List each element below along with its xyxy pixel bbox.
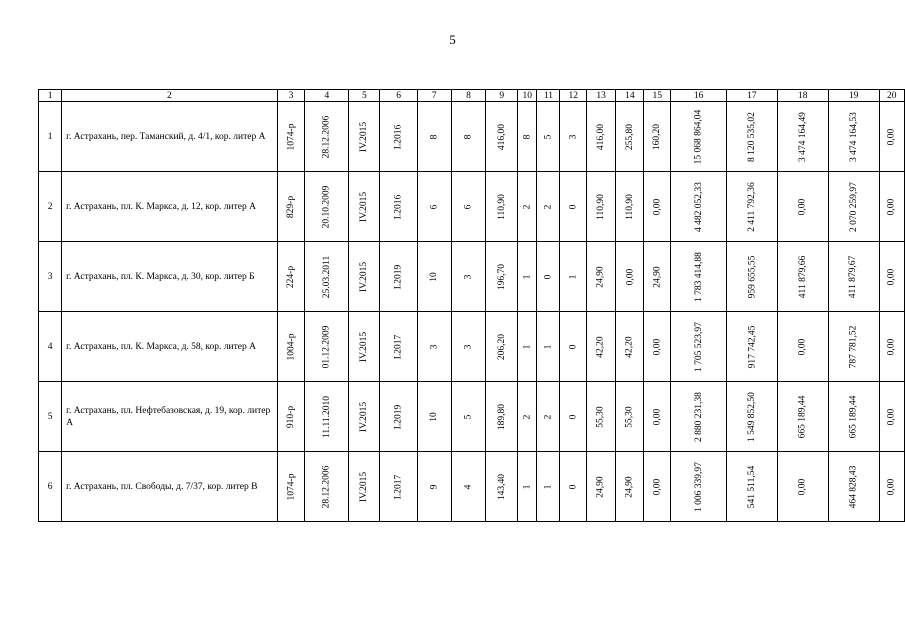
cell-value: 0,00 (652, 478, 663, 495)
table-cell (417, 452, 451, 522)
cell-value: 9 (429, 484, 440, 489)
table-cell (518, 242, 537, 312)
cell-value: 0,00 (886, 128, 897, 145)
table-cell (560, 452, 586, 522)
cell-value: I.2019 (393, 404, 404, 429)
table-cell (644, 102, 671, 172)
table-cell (380, 312, 417, 382)
column-number-header: 10 (518, 90, 537, 102)
table-cell (451, 242, 486, 312)
column-number-header: 11 (537, 90, 560, 102)
table-cell (671, 242, 727, 312)
address-cell: г. Астрахань, пл. К. Маркса, д. 30, кор. литер Б (62, 242, 277, 312)
table-cell (671, 312, 727, 382)
table-cell (586, 172, 615, 242)
table-cell (537, 172, 560, 242)
cell-value: 1 (568, 274, 579, 279)
cell-value: 6 (463, 204, 474, 209)
cell-value: 1 (543, 484, 554, 489)
cell-value: 5 (543, 134, 554, 139)
cell-value: 829-р (286, 195, 297, 218)
table-cell (277, 172, 305, 242)
cell-value: 2 (543, 414, 554, 419)
cell-value: 2 (522, 414, 533, 419)
table-cell (349, 382, 380, 452)
cell-value: 2 (522, 204, 533, 209)
column-number-header: 12 (560, 90, 586, 102)
table-cell (616, 102, 644, 172)
table-cell (879, 452, 904, 522)
table-cell (486, 312, 518, 382)
table-cell (828, 452, 879, 522)
cell-value: 24,90 (596, 265, 607, 288)
cell-value: 411 879,67 (848, 255, 859, 298)
table-cell (417, 172, 451, 242)
cell-value: 0 (568, 414, 579, 419)
table-cell (451, 452, 486, 522)
table-cell (417, 242, 451, 312)
cell-value: 910-р (286, 405, 297, 428)
cell-value: 206,20 (496, 333, 507, 360)
cell-value: 541 511,54 (746, 465, 757, 508)
table-cell (879, 312, 904, 382)
cell-value: 464 828,43 (848, 465, 859, 508)
cell-value: 3 (463, 274, 474, 279)
table-cell (537, 382, 560, 452)
cell-value: 4 (463, 484, 474, 489)
cell-value: 1 (522, 274, 533, 279)
cell-value: 2 411 792,36 (746, 181, 757, 232)
cell-value: 24,90 (652, 265, 663, 288)
table-cell (586, 102, 615, 172)
cell-value: 0,00 (652, 408, 663, 425)
table-cell (644, 312, 671, 382)
column-number-header: 5 (349, 90, 380, 102)
cell-value: 1074-р (286, 123, 297, 150)
cell-value: 3 (568, 134, 579, 139)
table-cell (726, 172, 777, 242)
cell-value: IV.2015 (359, 471, 370, 502)
cell-value: 0,00 (886, 338, 897, 355)
cell-value: IV.2015 (359, 191, 370, 222)
cell-value: 1 (543, 344, 554, 349)
column-number-header: 8 (451, 90, 486, 102)
table-cell (486, 172, 518, 242)
table-cell (349, 172, 380, 242)
table-cell (644, 382, 671, 452)
cell-value: 665 189,44 (848, 395, 859, 438)
cell-value: I.2016 (393, 194, 404, 219)
cell-value: 01.12.2009 (321, 325, 332, 368)
table-cell (777, 242, 828, 312)
header-row (39, 90, 905, 102)
cell-value: 1 (522, 484, 533, 489)
table-cell (828, 312, 879, 382)
cell-value: I.2017 (393, 334, 404, 359)
table-cell (305, 382, 349, 452)
column-number-header: 19 (828, 90, 879, 102)
table-cell (518, 382, 537, 452)
table-cell (380, 172, 417, 242)
table-cell (380, 452, 417, 522)
cell-value: 0,00 (886, 268, 897, 285)
cell-value: 224-р (286, 265, 297, 288)
row-number-cell: 3 (39, 242, 62, 312)
table-cell (277, 452, 305, 522)
table-cell (879, 172, 904, 242)
column-number-header: 3 (277, 90, 305, 102)
data-table (38, 89, 905, 522)
table-cell (277, 242, 305, 312)
table-cell (777, 452, 828, 522)
table-cell (417, 312, 451, 382)
table-row (39, 312, 905, 382)
table-cell (451, 172, 486, 242)
cell-value: 11.11.2010 (321, 395, 332, 438)
cell-value: IV.2015 (359, 401, 370, 432)
cell-value: IV.2015 (359, 261, 370, 292)
cell-value: 0,00 (652, 198, 663, 215)
cell-value: 0,00 (886, 198, 897, 215)
table-cell (879, 242, 904, 312)
table-cell (417, 102, 451, 172)
cell-value: 3 474 164,49 (797, 111, 808, 162)
table-cell (537, 312, 560, 382)
cell-value: IV.2015 (359, 121, 370, 152)
column-number-header: 4 (305, 90, 349, 102)
cell-value: 255,80 (624, 123, 635, 150)
cell-value: 0,00 (797, 338, 808, 355)
table-cell (586, 382, 615, 452)
table-cell (726, 382, 777, 452)
table-cell (616, 382, 644, 452)
table-cell (560, 102, 586, 172)
table-cell (828, 172, 879, 242)
cell-value: 28.12.2006 (321, 465, 332, 508)
cell-value: 160,20 (652, 123, 663, 150)
table-cell (451, 312, 486, 382)
table-cell (726, 452, 777, 522)
table-cell (349, 452, 380, 522)
table-cell (305, 172, 349, 242)
table-cell (305, 312, 349, 382)
cell-value: 10 (429, 271, 440, 282)
cell-value: 787 781,52 (848, 325, 859, 368)
cell-value: 0,00 (652, 338, 663, 355)
cell-value: 416,00 (496, 123, 507, 150)
row-number-cell: 1 (39, 102, 62, 172)
cell-value: 959 655,55 (746, 255, 757, 298)
cell-value: 0 (543, 274, 554, 279)
column-number-header: 17 (726, 90, 777, 102)
cell-value: 4 482 052,33 (693, 181, 704, 232)
cell-value: 20.10.2009 (321, 185, 332, 228)
address-cell: г. Астрахань, пл. К. Маркса, д. 58, кор. литер А (62, 312, 277, 382)
cell-value: I.2017 (393, 474, 404, 499)
table-cell (777, 382, 828, 452)
row-number-cell: 5 (39, 382, 62, 452)
table-cell (380, 382, 417, 452)
column-number-header: 1 (39, 90, 62, 102)
cell-value: 15 068 864,04 (693, 109, 704, 164)
cell-value: 42,20 (596, 335, 607, 358)
cell-value: 10 (429, 411, 440, 422)
cell-value: 3 (429, 344, 440, 349)
row-number-cell: 2 (39, 172, 62, 242)
table-cell (277, 312, 305, 382)
table-cell (305, 242, 349, 312)
cell-value: 24,90 (596, 475, 607, 498)
table-cell (828, 382, 879, 452)
cell-value: 1 006 339,97 (693, 461, 704, 512)
cell-value: 189,80 (496, 403, 507, 430)
column-number-header: 15 (644, 90, 671, 102)
table-cell (671, 172, 727, 242)
table-cell (417, 382, 451, 452)
table-cell (305, 452, 349, 522)
table-cell (616, 172, 644, 242)
column-number-header: 9 (486, 90, 518, 102)
column-number-header: 18 (777, 90, 828, 102)
cell-value: 0,00 (797, 198, 808, 215)
cell-value: 55,30 (596, 405, 607, 428)
table-cell (777, 172, 828, 242)
table-cell (451, 102, 486, 172)
table-cell (726, 312, 777, 382)
cell-value: 0 (568, 344, 579, 349)
cell-value: 1 (522, 344, 533, 349)
cell-value: 1074-р (286, 473, 297, 500)
cell-value: 665 189,44 (797, 395, 808, 438)
table-cell (486, 452, 518, 522)
table-cell (277, 102, 305, 172)
table-cell (486, 242, 518, 312)
cell-value: 42,20 (624, 335, 635, 358)
table-cell (537, 452, 560, 522)
cell-value: 1 783 414,88 (693, 251, 704, 302)
cell-value: 196,70 (496, 263, 507, 290)
cell-value: IV.2015 (359, 331, 370, 362)
table-cell (518, 312, 537, 382)
cell-value: 143,40 (496, 473, 507, 500)
address-cell: г. Астрахань, пер. Таманский, д. 4/1, кор. литер А (62, 102, 277, 172)
column-number-header: 20 (879, 90, 904, 102)
cell-value: 8 (463, 134, 474, 139)
cell-value: 8 120 535,02 (746, 111, 757, 162)
cell-value: 1004-р (286, 333, 297, 360)
cell-value: 1 705 523,97 (693, 321, 704, 372)
cell-value: I.2019 (393, 264, 404, 289)
cell-value: 2 880 231,38 (693, 391, 704, 442)
cell-value: I.2016 (393, 124, 404, 149)
table-cell (486, 102, 518, 172)
table-cell (586, 242, 615, 312)
table-cell (644, 242, 671, 312)
table-cell (349, 242, 380, 312)
table-cell (726, 102, 777, 172)
table-cell (560, 312, 586, 382)
cell-value: 0 (568, 204, 579, 209)
table-cell (380, 102, 417, 172)
cell-value: 5 (463, 414, 474, 419)
page-number: 5 (449, 32, 456, 47)
table-cell (518, 452, 537, 522)
cell-value: 0,00 (797, 478, 808, 495)
cell-value: 110,90 (624, 193, 635, 220)
table-cell (518, 172, 537, 242)
table-cell (586, 312, 615, 382)
table-row (39, 382, 905, 452)
table-cell (777, 102, 828, 172)
cell-value: 1 549 852,50 (746, 391, 757, 442)
row-number-cell: 4 (39, 312, 62, 382)
table-cell (451, 382, 486, 452)
table-cell (560, 382, 586, 452)
table-cell (349, 102, 380, 172)
table-cell (560, 242, 586, 312)
cell-value: 917 742,45 (746, 325, 757, 368)
cell-value: 24,90 (624, 475, 635, 498)
column-number-header: 14 (616, 90, 644, 102)
table-cell (560, 172, 586, 242)
table-cell (537, 102, 560, 172)
cell-value: 110,90 (496, 193, 507, 220)
table-cell (879, 382, 904, 452)
table-cell (671, 452, 727, 522)
table-cell (644, 452, 671, 522)
table-row (39, 452, 905, 522)
column-number-header: 16 (671, 90, 727, 102)
table-cell (671, 382, 727, 452)
table-cell (726, 242, 777, 312)
cell-value: 2 070 259,97 (848, 181, 859, 232)
column-number-header: 2 (62, 90, 277, 102)
cell-value: 0,00 (886, 408, 897, 425)
table-row (39, 242, 905, 312)
cell-value: 2 (543, 204, 554, 209)
column-number-header: 6 (380, 90, 417, 102)
cell-value: 3 474 164,53 (848, 111, 859, 162)
table-cell (828, 242, 879, 312)
table-cell (616, 452, 644, 522)
table-cell (879, 102, 904, 172)
address-cell: г. Астрахань, пл. К. Маркса, д. 12, кор. литер А (62, 172, 277, 242)
cell-value: 416,00 (596, 123, 607, 150)
cell-value: 0,00 (624, 268, 635, 285)
table-cell (828, 102, 879, 172)
table-cell (644, 172, 671, 242)
cell-value: 110,90 (596, 193, 607, 220)
cell-value: 3 (463, 344, 474, 349)
cell-value: 25.03.2011 (321, 255, 332, 298)
table-cell (777, 312, 828, 382)
cell-value: 8 (429, 134, 440, 139)
table-cell (349, 312, 380, 382)
table-cell (586, 452, 615, 522)
cell-value: 411 879,66 (797, 255, 808, 298)
address-cell: г. Астрахань, пл. Нефтебазовская, д. 19, кор. литер А (62, 382, 277, 452)
table-cell (616, 312, 644, 382)
table-row (39, 172, 905, 242)
cell-value: 55,30 (624, 405, 635, 428)
cell-value: 0 (568, 484, 579, 489)
table-cell (486, 382, 518, 452)
cell-value: 6 (429, 204, 440, 209)
table-row (39, 102, 905, 172)
column-number-header: 7 (417, 90, 451, 102)
cell-value: 28.12.2006 (321, 115, 332, 158)
table-cell (277, 382, 305, 452)
column-number-header: 13 (586, 90, 615, 102)
table-cell (380, 242, 417, 312)
cell-value: 8 (522, 134, 533, 139)
table-cell (616, 242, 644, 312)
table-cell (671, 102, 727, 172)
table-cell (518, 102, 537, 172)
address-cell: г. Астрахань, пл. Свободы, д. 7/37, кор. литер В (62, 452, 277, 522)
row-number-cell: 6 (39, 452, 62, 522)
cell-value: 0,00 (886, 478, 897, 495)
table-cell (537, 242, 560, 312)
table-cell (305, 102, 349, 172)
